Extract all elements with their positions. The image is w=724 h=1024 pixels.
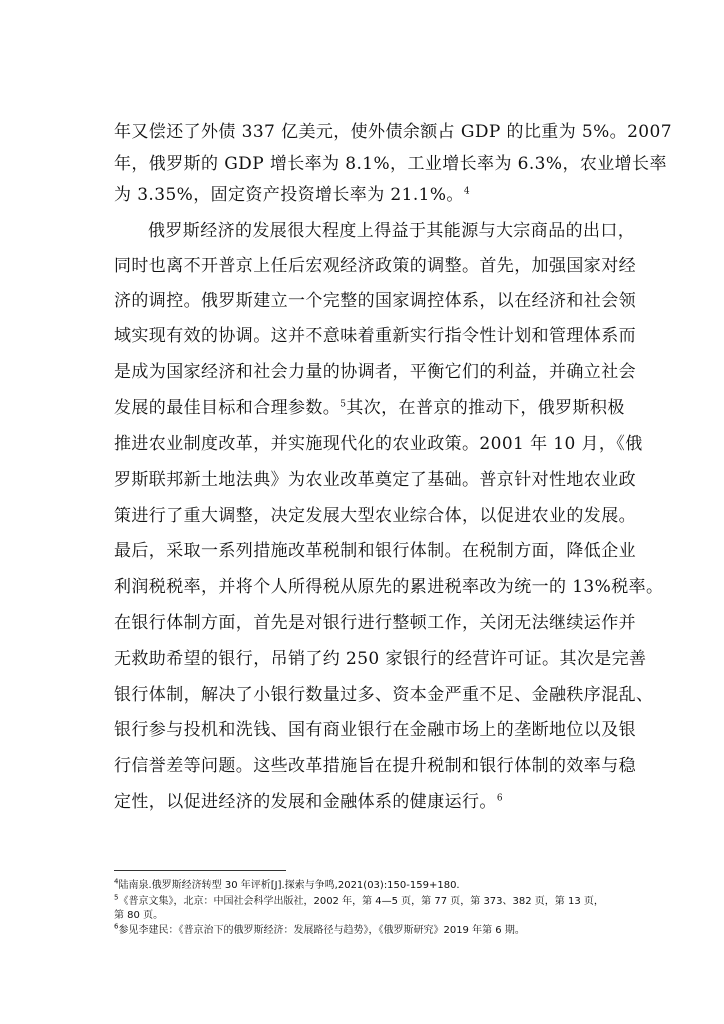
paragraph-2-line-9: 策进行了重大调整，决定发展大型农业综合体，以促进农业的发展。 [114, 506, 636, 526]
footnote-4-text: 陆南泉.俄罗斯经济转型 30 年评析[J].探索与争鸣,2021(03):150-159+180. [118, 880, 460, 891]
paragraph-2-line-15: 银行参与投机和洗钱、国有商业银行在金融市场上的垄断地位以及银 [114, 720, 636, 740]
paragraph-2-line-16: 行信誉差等问题。这些改革措施旨在提升税制和银行体制的效率与稳 [114, 756, 636, 776]
footnote-5-text-line-1: 《普京文集》，北京：中国社会科学出版社，2002 年，第 4—5 页，第 77 页，第 373、382 页，第 13 页， [118, 896, 604, 907]
paragraph-2-line-4: 域实现有效的协调。这并不意味着重新实行指令性计划和管理体系而 [114, 326, 636, 346]
paragraph-1-line-1: 年又偿还了外债 337 亿美元，使外债余额占 GDP 的比重为 5%。2007 [114, 122, 672, 142]
paragraph-2-line-17-text: 定性，以促进经济的发展和金融体系的健康运行。 [114, 792, 497, 812]
footnote-divider [114, 870, 286, 871]
footnote-ref-5: 5 [340, 399, 347, 410]
paragraph-2-line-13: 无救助希望的银行，吊销了约 250 家银行的经营许可证。其次是完善 [114, 649, 647, 669]
footnote-5-number: 5 [114, 893, 119, 902]
paragraph-1-line-3-text: 为 3.35%，固定资产投资增长率为 21.1%。 [114, 185, 464, 205]
paragraph-2-line-12: 在银行体制方面，首先是对银行进行整顿工作，关闭无法继续运作并 [114, 613, 636, 633]
footnote-6 [114, 922, 614, 937]
paragraph-2-line-8: 罗斯联邦新土地法典》为农业改革奠定了基础。普京针对性地农业政 [114, 470, 636, 490]
paragraph-2-line-11: 利润税税率，并将个人所得税从原先的累进税率改为统一的 13%税率。 [114, 577, 664, 597]
paragraph-2-line-6-prefix: 发展的最佳目标和合理参数。 [114, 398, 341, 418]
paragraph-2-line-2: 同时也离不开普京上任后宏观经济政策的调整。首先，加强国家对经 [114, 256, 636, 276]
footnote-ref-6: 6 [496, 793, 503, 804]
paragraph-2-line-10: 最后，采取一系列措施改革税制和银行体制。在税制方面，降低企业 [114, 541, 636, 561]
paragraph-2-line-3: 济的调控。俄罗斯建立一个完整的国家调控体系，以在经济和社会领 [114, 291, 636, 311]
footnote-5-continuation: 第 80 页。 [114, 910, 164, 921]
footnote-6-text: 参见李建民：《普京治下的俄罗斯经济：发展路径与趋势》，《俄罗斯研究》2019 年第 6 期。 [118, 925, 525, 936]
paragraph-1-line-3 [114, 185, 614, 205]
footnote-4-number: 4 [114, 877, 119, 886]
footnote-4 [114, 877, 614, 892]
paragraph-2-line-1: 俄罗斯经济的发展很大程度上得益于其能源与大宗商品的出口， [148, 221, 636, 241]
paragraph-1-line-2: 年，俄罗斯的 GDP 增长率为 8.1%，工业增长率为 6.3%，农业增长率 [114, 154, 667, 174]
footnote-5 [114, 893, 614, 908]
paragraph-2-line-7: 推进农业制度改革，并实施现代化的农业政策。2001 年 10 月，《俄 [114, 434, 643, 454]
paragraph-2-line-6-rest: 其次，在普京的推动下，俄罗斯积极 [346, 398, 625, 418]
footnote-6-number: 6 [114, 922, 119, 931]
paragraph-2-line-17 [114, 792, 614, 812]
paragraph-2-line-5: 是成为国家经济和社会力量的协调者，平衡它们的利益，并确立社会 [114, 362, 636, 382]
footnote-ref-4: 4 [463, 186, 470, 197]
paragraph-2-line-14: 银行体制，解决了小银行数量过多、资本金严重不足、金融秩序混乱、 [114, 685, 654, 705]
paragraph-2-line-6 [114, 398, 625, 418]
